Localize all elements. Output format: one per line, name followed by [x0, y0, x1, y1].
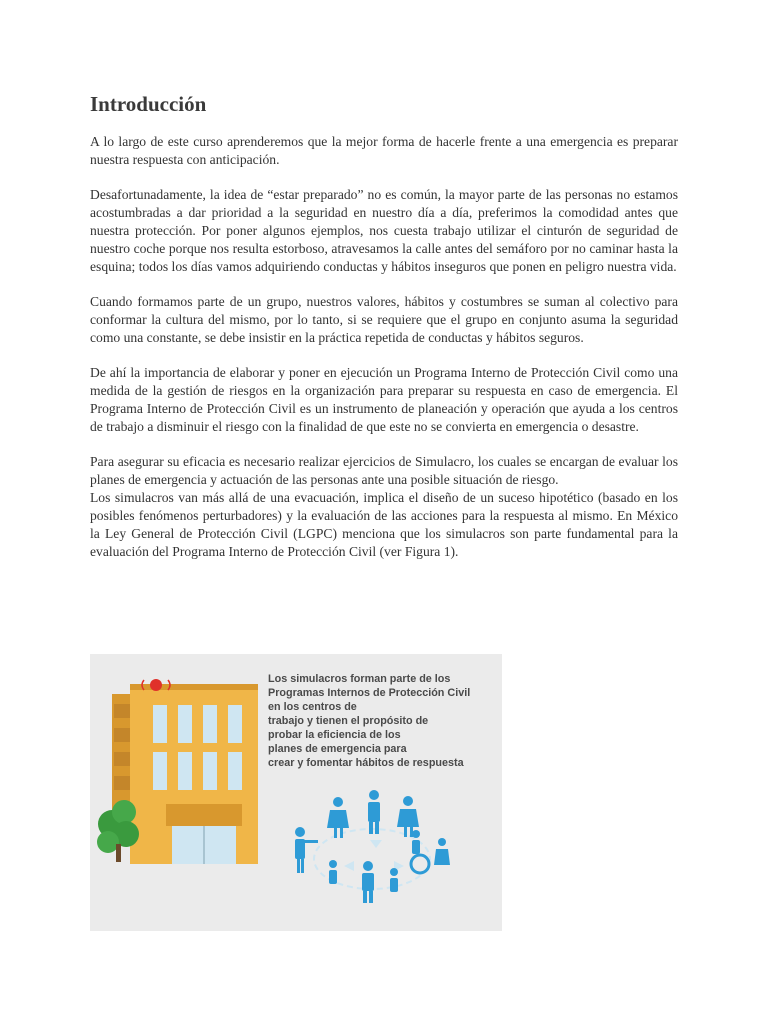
figure-1-illustration: [90, 654, 502, 931]
page-title: Introducción: [90, 92, 207, 116]
figure-text-line: Los simulacros forman parte de los: [268, 673, 451, 685]
paragraph-drills-efficacy: Para asegurar su eficacia es necesario realizar ejercicios de Simulacro, los cuales se encargan de evaluar los planes de emergencia y actuación de las personas ante una posible situación de riesgo.: [90, 454, 678, 488]
paragraph-intro: A lo largo de este curso aprenderemos que la mejor forma de hacerle frente a una emergencia es preparar nuestra respuesta con anticipación.: [90, 134, 678, 168]
paragraph-group-culture: Cuando formamos parte de un grupo, nuestros valores, hábitos y costumbres se suman al colectivo para conformar la cultura del mismo, por lo tanto, si se requiere que el grupo en conjunto asuma la seguridad como una constante, se debe insistir en la práctica repetida de conductas y hábitos seguros.: [90, 294, 678, 346]
document-page: [90, 92, 678, 578]
figure-text-line: trabajo y tienen el propósito de: [268, 715, 429, 727]
figure-text-line: planes de emergencia para: [268, 743, 407, 755]
figure-text-line: Programas Internos de Protección Civil: [268, 687, 471, 699]
people-group-icon: [295, 790, 450, 903]
figure-text-line: en los centros de: [268, 701, 357, 713]
paragraph-preparedness: Desafortunadamente, la idea de “estar preparado” no es común, la mayor parte de las personas no estamos acostumbradas a dar prioridad a la seguridad en nuestro día a día, preferimos la comodidad antes que nuestra protección. Por poner algunos ejemplos, nos cuesta trabajo utilizar el cinturón de seguridad de nuestro coche porque nos resulta estorboso, atravesamos la calle antes del semáforo por no caminar hasta la esquina; todos los días vamos adquiriendo conductas y hábitos inseguros que ponen en peligro nuestra vida.: [90, 187, 678, 275]
paragraph-drills-description: Los simulacros van más allá de una evacuación, implica el diseño de un suceso hipotético (basado en los posibles fenómenos perturbadores) y la evaluación de las acciones para la respuesta al mismo. En México la Ley General de Protección Civil (LGPC) menciona que los simulacros son parte fundamental para la evaluación del Programa Interno de Protección Civil (ver Figura 1).: [90, 490, 678, 560]
figure-text-line: probar la eficiencia de los: [268, 729, 401, 741]
figure-caption-text: [268, 672, 500, 770]
figure-text-line: crear y fomentar hábitos de respuesta: [268, 757, 464, 769]
paragraph-civil-protection-program: De ahí la importancia de elaborar y poner en ejecución un Programa Interno de Protección Civil como una medida de la gestión de riesgos en la organización para preparar su respuesta en caso de emergencia. El Programa Interno de Protección Civil es un instrumento de planeación y operación que ayuda a los centros de trabajo a disminuir el riesgo con la finalidad de que este no se convierta en emergencia o desastre.: [90, 365, 678, 435]
